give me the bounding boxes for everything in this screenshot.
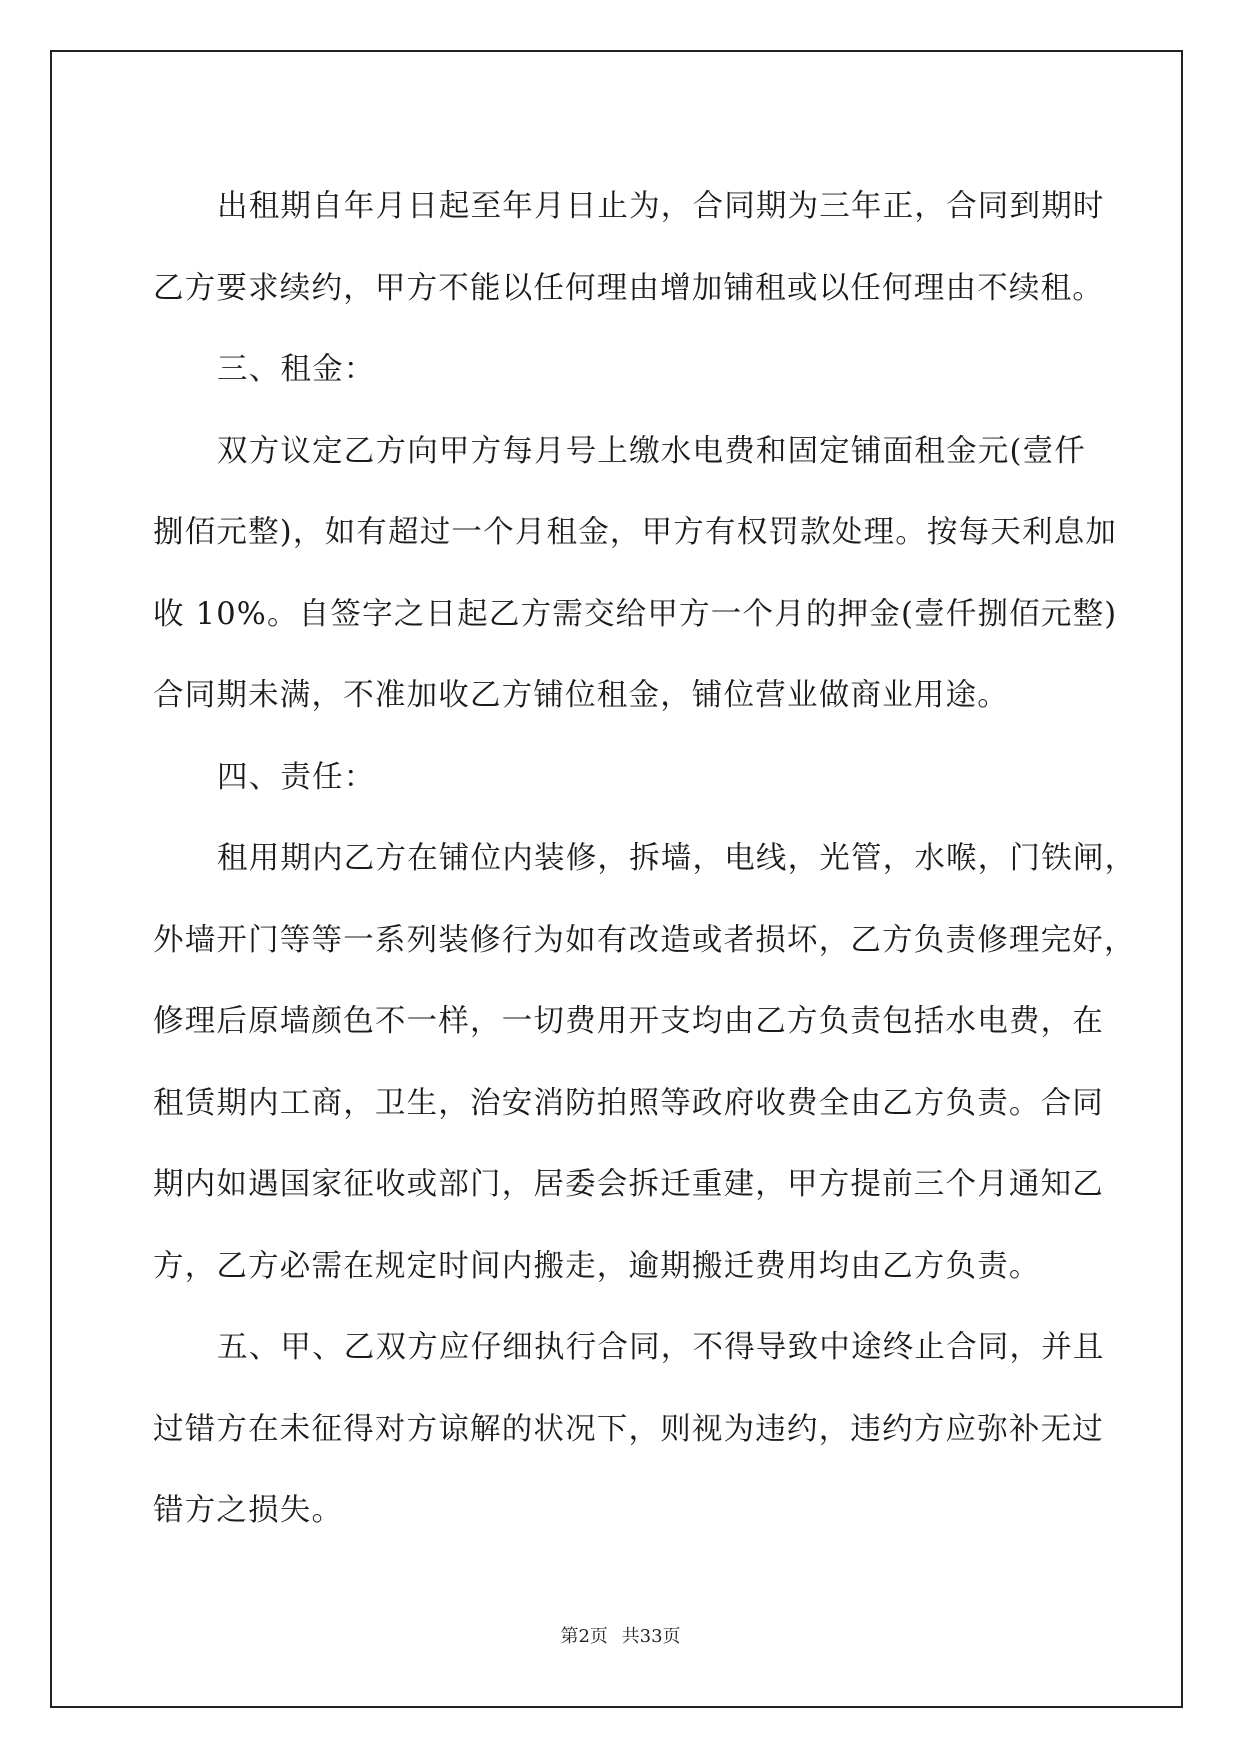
text-line: 外墙开门等等一系列装修行为如有改造或者损坏，乙方负责修理完好， bbox=[153, 922, 1136, 958]
text-line: 出租期自年月日起至年月日止为，合同期为三年正，合同到期时 bbox=[217, 189, 1105, 224]
text-line: 双方议定乙方向甲方每月号上缴水电费和固定铺面租金元(壹仟 bbox=[217, 433, 1086, 469]
paragraph-breach bbox=[153, 1307, 1105, 1552]
text-line: 错方之损失。 bbox=[153, 1493, 344, 1528]
text-line: 租赁期内工商，卫生，治安消防拍照等政府收费全由乙方负责。合同 bbox=[153, 1085, 1104, 1121]
text-line: 乙方要求续约，甲方不能以任何理由增加铺租或以任何理由不续租。 bbox=[153, 270, 1104, 306]
text-line: 租用期内乙方在铺位内装修，拆墙，电线，光管，水喉，门铁闸， bbox=[217, 841, 1137, 876]
text-line: 合同期未满，不准加收乙方铺位租金，铺位营业做商业用途。 bbox=[153, 678, 1009, 713]
text-line: 方，乙方必需在规定时间内搬走，逾期搬迁费用均由乙方负责。 bbox=[153, 1248, 1041, 1284]
text-line: 收 10%。自签字之日起乙方需交给甲方一个月的押金(壹仟捌佰元整) bbox=[153, 596, 1118, 632]
section-heading-rent bbox=[153, 329, 1093, 411]
text-line: 期内如遇国家征收或部门，居委会拆迁重建，甲方提前三个月通知乙 bbox=[153, 1167, 1104, 1202]
paragraph-lease-term bbox=[153, 166, 1105, 329]
text-line: 四、责任： bbox=[217, 759, 376, 795]
text-line: 过错方在未征得对方谅解的状况下，则视为违约，违约方应弥补无过 bbox=[153, 1411, 1104, 1447]
text-line: 三、租金： bbox=[217, 352, 376, 387]
page-number: 第2页 bbox=[560, 1626, 608, 1647]
text-line: 修理后原墙颜色不一样，一切费用开支均由乙方负责包括水电费，在 bbox=[153, 1004, 1104, 1039]
paragraph-responsibility bbox=[153, 818, 1137, 1307]
text-line: 捌佰元整)，如有超过一个月租金，甲方有权罚款处理。按每天利息加 bbox=[153, 515, 1118, 550]
text-line: 五、甲、乙双方应仔细执行合同，不得导致中途终止合同，并且 bbox=[217, 1330, 1105, 1365]
section-heading-responsibility bbox=[153, 737, 1093, 819]
page-footer bbox=[0, 1622, 1241, 1648]
document-body bbox=[153, 166, 1137, 1552]
paragraph-rent bbox=[153, 411, 1118, 737]
page-total: 共33页 bbox=[621, 1626, 681, 1647]
